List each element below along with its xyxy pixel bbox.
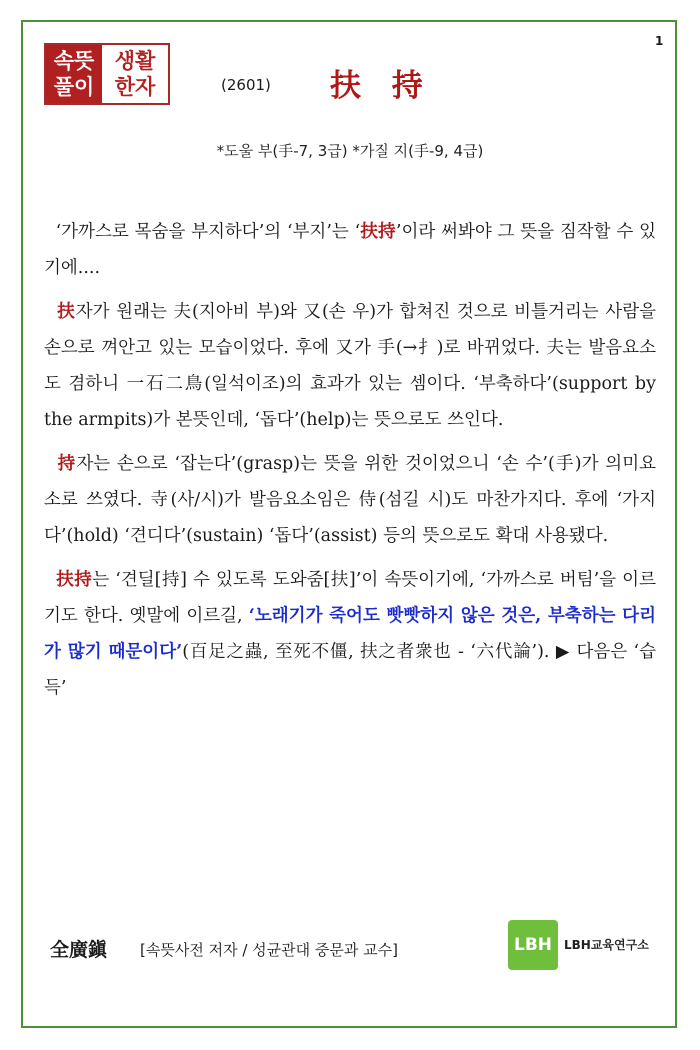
article-body (44, 214, 656, 714)
doc-number: (2601) (221, 76, 271, 94)
keyword-hanja: 扶 (57, 302, 76, 322)
page-title: 扶 持 (330, 68, 433, 104)
logo-text: 생활 (114, 49, 156, 73)
author-role: [속뜻사전 저자 / 성균관대 중문과 교수] (140, 941, 398, 959)
org-name: LBH교육연구소 (564, 938, 649, 952)
logo (44, 43, 170, 105)
keyword-hanja: 扶持 (360, 222, 396, 242)
paragraph-text: ’이라 써봐야 그 뜻을 짐작할 수 있기에.... (44, 222, 656, 278)
logo-right (102, 45, 168, 103)
paragraph-text: (百足之蟲, 至死不僵, 扶之者衆也 - ‘六代論’). ▶ 다음은 ‘습득’ (44, 642, 656, 698)
paragraph (44, 214, 656, 286)
keyword-hanja: 持 (57, 454, 77, 474)
logo-text: 속뜻 (53, 49, 95, 73)
org-logo (508, 920, 658, 972)
lbh-logo-icon: LBH (508, 920, 558, 970)
paragraph-text: 는 ‘견딜[持] 수 있도록 도와줌[扶]’이 속뜻이기에, ‘가까스로 버팀’을 이르기도 한다. 옛말에 이르길, (44, 570, 656, 626)
quote-text: ‘노래기가 죽어도 빳빳하지 않은 것은, 부축하는 다리가 많기 때문이다’ (44, 606, 656, 662)
page-number: 1 (655, 34, 664, 48)
logo-left (46, 45, 102, 103)
keyword-hanja: 扶持 (56, 570, 93, 590)
subtitle: *도울 부(手-7, 3급) *가질 지(手-9, 4급) (216, 142, 484, 160)
paragraph-text: 자가 원래는 夫(지아비 부)와 又(손 우)가 합쳐진 것으로 비틀거리는 사람을 손으로 껴안고 있는 모습이었다. 후에 又가 手(→扌)로 바뀌었다. 夫는 발음요소도 겸하니 一石二鳥(일석이조)의 효과가 있는 셈이다. ‘부축하다’(support by the armpits)가 본뜻인데, ‘돕다’(help)는 뜻으로도 쓰인다. (44, 302, 657, 430)
logo-text: 한자 (114, 75, 156, 99)
paragraph (44, 446, 656, 554)
author-name: 全廣鎭 (50, 939, 108, 961)
paragraph-text: ‘가까스로 목숨을 부지하다’의 ‘부지’는 ‘ (55, 222, 361, 242)
paragraph (44, 294, 656, 438)
footer (50, 929, 650, 969)
logo-text: 풀이 (53, 75, 95, 99)
paragraph-text: 자는 손으로 ‘잡는다’(grasp)는 뜻을 위한 것이었으니 ‘손 수’(手)가 의미요소로 쓰였다. 寺(사/시)가 발음요소임은 侍(섬길 시)도 마찬가지다. 후에 ‘가지다’(hold) ‘견디다’(sustain) ‘돕다’(assist) 등의 뜻으로도 확대 사용됐다. (44, 454, 657, 546)
paragraph (44, 562, 656, 706)
